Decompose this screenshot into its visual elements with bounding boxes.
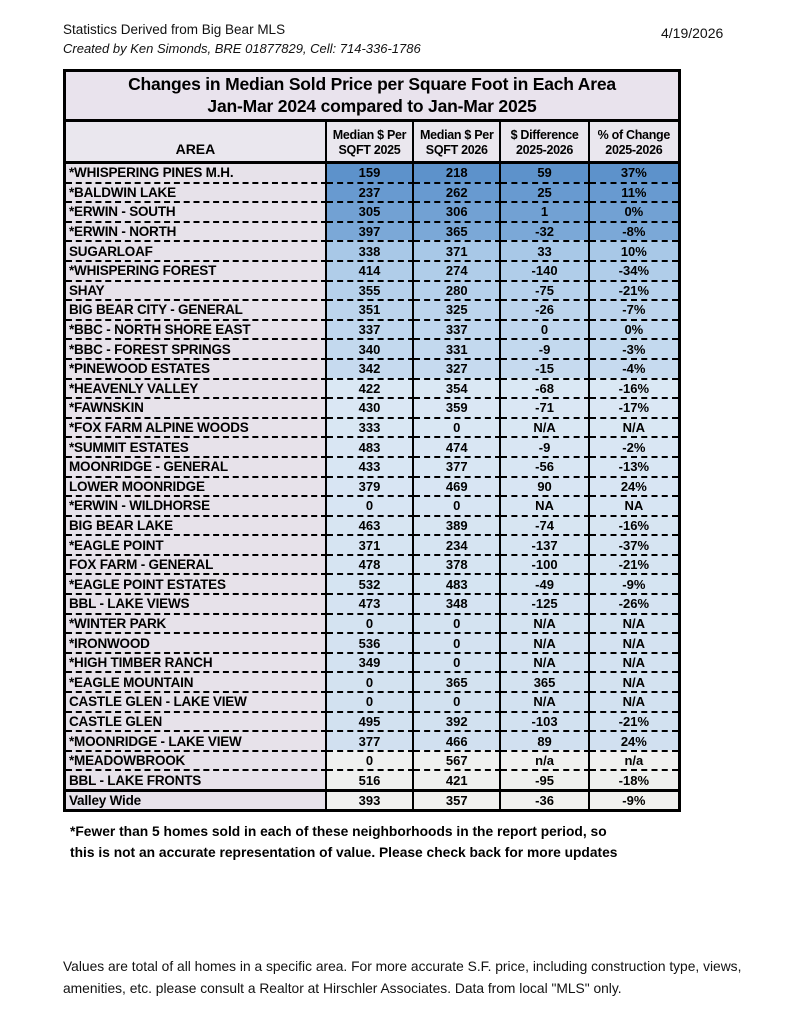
- difference-cell: -68: [501, 378, 589, 398]
- table-row: [66, 632, 678, 652]
- table-row: [66, 260, 678, 280]
- pct-change-cell: 0%: [590, 319, 678, 339]
- pct-change-cell: -13%: [590, 456, 678, 476]
- difference-cell: -140: [501, 260, 589, 280]
- table-row: [66, 201, 678, 221]
- source-line: Statistics Derived from Big Bear MLS: [63, 22, 286, 37]
- footnote-line1: *Fewer than 5 homes sold in each of these neighborhoods in the report period, so: [70, 824, 607, 839]
- area-cell: *ERWIN - NORTH: [66, 221, 327, 241]
- difference-cell: N/A: [501, 691, 589, 711]
- sqft-2025-cell: 473: [327, 593, 414, 613]
- pct-change-cell: -37%: [590, 534, 678, 554]
- pct-change-cell: N/A: [590, 652, 678, 672]
- area-cell: *BBC - FOREST SPRINGS: [66, 338, 327, 358]
- difference-cell: -26: [501, 299, 589, 319]
- footnote-line2: this is not an accurate representation of value. Please check back for more updates: [70, 845, 618, 860]
- difference-cell: -15: [501, 358, 589, 378]
- sqft-2026-cell: 469: [414, 476, 501, 496]
- sqft-2025-cell: 397: [327, 221, 414, 241]
- table-row: [66, 769, 678, 789]
- sqft-2025-cell: 532: [327, 573, 414, 593]
- table-row: [66, 476, 678, 496]
- sqft-2025-cell: 478: [327, 554, 414, 574]
- pct-change-cell: NA: [590, 495, 678, 515]
- table-row: [66, 730, 678, 750]
- sqft-2025-cell: 351: [327, 299, 414, 319]
- area-cell: Valley Wide: [66, 789, 327, 809]
- difference-cell: -9: [501, 338, 589, 358]
- table-row: [66, 417, 678, 437]
- area-cell: CASTLE GLEN - LAKE VIEW: [66, 691, 327, 711]
- sqft-2026-cell: 378: [414, 554, 501, 574]
- table-row: [66, 299, 678, 319]
- difference-cell: N/A: [501, 652, 589, 672]
- area-cell: *PINEWOOD ESTATES: [66, 358, 327, 378]
- sqft-2025-cell: 430: [327, 397, 414, 417]
- pct-change-cell: -7%: [590, 299, 678, 319]
- sqft-2025-cell: 371: [327, 534, 414, 554]
- table-row: [66, 358, 678, 378]
- area-cell: *WINTER PARK: [66, 613, 327, 633]
- table-row: [66, 711, 678, 731]
- area-cell: LOWER MOONRIDGE: [66, 476, 327, 496]
- area-cell: *WHISPERING PINES M.H.: [66, 164, 327, 182]
- table-row: [66, 515, 678, 535]
- sqft-2026-cell: 0: [414, 632, 501, 652]
- sqft-2025-cell: 483: [327, 436, 414, 456]
- sqft-2026-cell: 421: [414, 769, 501, 789]
- sqft-2025-cell: 379: [327, 476, 414, 496]
- area-cell: *EAGLE MOUNTAIN: [66, 671, 327, 691]
- difference-cell: N/A: [501, 613, 589, 633]
- sqft-2026-cell: 262: [414, 182, 501, 202]
- table-row: [66, 593, 678, 613]
- difference-cell: -9: [501, 436, 589, 456]
- area-cell: *ERWIN - SOUTH: [66, 201, 327, 221]
- difference-cell: -49: [501, 573, 589, 593]
- table-row: [66, 221, 678, 241]
- table-row: [66, 436, 678, 456]
- sqft-2026-cell: 331: [414, 338, 501, 358]
- column-header-sqft-2025: Median $ Per SQFT 2025: [327, 122, 414, 164]
- pct-change-cell: -34%: [590, 260, 678, 280]
- table-row: [66, 456, 678, 476]
- pct-change-cell: -9%: [590, 789, 678, 809]
- difference-cell: -71: [501, 397, 589, 417]
- sqft-2026-cell: 306: [414, 201, 501, 221]
- sqft-2025-cell: 422: [327, 378, 414, 398]
- area-cell: *EAGLE POINT: [66, 534, 327, 554]
- area-cell: *HEAVENLY VALLEY: [66, 378, 327, 398]
- table-body: [66, 164, 678, 809]
- area-cell: BIG BEAR CITY - GENERAL: [66, 299, 327, 319]
- pct-change-cell: 0%: [590, 201, 678, 221]
- area-cell: *BALDWIN LAKE: [66, 182, 327, 202]
- sqft-2026-cell: 567: [414, 750, 501, 770]
- sqft-2026-cell: 0: [414, 613, 501, 633]
- table-row: [66, 573, 678, 593]
- pct-change-cell: N/A: [590, 613, 678, 633]
- pct-change-cell: N/A: [590, 417, 678, 437]
- pct-change-cell: -16%: [590, 515, 678, 535]
- table-row: [66, 182, 678, 202]
- column-header-difference: $ Difference 2025-2026: [501, 122, 589, 164]
- area-cell: *IRONWOOD: [66, 632, 327, 652]
- difference-cell: 59: [501, 164, 589, 182]
- footer-note-line2: amenities, etc. please consult a Realtor at Hirschler Associates. Data from local "MLS" only.: [63, 981, 622, 996]
- difference-cell: N/A: [501, 417, 589, 437]
- pct-change-cell: -21%: [590, 280, 678, 300]
- pct-change-cell: n/a: [590, 750, 678, 770]
- sqft-2025-cell: 337: [327, 319, 414, 339]
- difference-cell: -137: [501, 534, 589, 554]
- table-row: [66, 534, 678, 554]
- pct-change-cell: -21%: [590, 554, 678, 574]
- difference-cell: -100: [501, 554, 589, 574]
- difference-cell: N/A: [501, 632, 589, 652]
- sqft-2025-cell: 0: [327, 613, 414, 633]
- sqft-2025-cell: 516: [327, 769, 414, 789]
- table-row: [66, 671, 678, 691]
- table-title-line2: Jan-Mar 2024 compared to Jan-Mar 2025: [207, 95, 537, 116]
- sqft-2026-cell: 365: [414, 221, 501, 241]
- difference-cell: -75: [501, 280, 589, 300]
- difference-cell: 1: [501, 201, 589, 221]
- pct-change-cell: 11%: [590, 182, 678, 202]
- sqft-2026-cell: 218: [414, 164, 501, 182]
- sqft-2025-cell: 393: [327, 789, 414, 809]
- data-table: [66, 122, 678, 809]
- sqft-2026-cell: 389: [414, 515, 501, 535]
- sqft-2025-cell: 536: [327, 632, 414, 652]
- difference-cell: -95: [501, 769, 589, 789]
- area-cell: *MOONRIDGE - LAKE VIEW: [66, 730, 327, 750]
- area-cell: *FOX FARM ALPINE WOODS: [66, 417, 327, 437]
- sqft-2025-cell: 0: [327, 750, 414, 770]
- pct-change-cell: -21%: [590, 711, 678, 731]
- table-row: [66, 554, 678, 574]
- sqft-2025-cell: 0: [327, 671, 414, 691]
- sqft-2026-cell: 466: [414, 730, 501, 750]
- difference-cell: -103: [501, 711, 589, 731]
- pct-change-cell: -26%: [590, 593, 678, 613]
- pct-change-cell: 10%: [590, 240, 678, 260]
- sqft-2026-cell: 392: [414, 711, 501, 731]
- sqft-2026-cell: 327: [414, 358, 501, 378]
- header-row: [66, 122, 678, 164]
- area-cell: SUGARLOAF: [66, 240, 327, 260]
- difference-cell: -74: [501, 515, 589, 535]
- pct-change-cell: -8%: [590, 221, 678, 241]
- sqft-2025-cell: 463: [327, 515, 414, 535]
- area-cell: BBL - LAKE FRONTS: [66, 769, 327, 789]
- difference-cell: -125: [501, 593, 589, 613]
- sqft-2025-cell: 0: [327, 495, 414, 515]
- sqft-2026-cell: 337: [414, 319, 501, 339]
- sqft-2025-cell: 340: [327, 338, 414, 358]
- report-date: 4/19/2026: [661, 25, 724, 41]
- difference-cell: 89: [501, 730, 589, 750]
- sqft-2026-cell: 354: [414, 378, 501, 398]
- sqft-2025-cell: 342: [327, 358, 414, 378]
- table-title: [66, 72, 678, 122]
- table-row: [66, 397, 678, 417]
- table-row: [66, 378, 678, 398]
- area-cell: *MEADOWBROOK: [66, 750, 327, 770]
- area-cell: FOX FARM - GENERAL: [66, 554, 327, 574]
- footnote: [70, 821, 617, 863]
- table-row: [66, 750, 678, 770]
- table-row: [66, 240, 678, 260]
- difference-cell: -32: [501, 221, 589, 241]
- sqft-2025-cell: 237: [327, 182, 414, 202]
- sqft-2026-cell: 348: [414, 593, 501, 613]
- sqft-2026-cell: 359: [414, 397, 501, 417]
- area-cell: *FAWNSKIN: [66, 397, 327, 417]
- pct-change-cell: N/A: [590, 691, 678, 711]
- area-cell: *ERWIN - WILDHORSE: [66, 495, 327, 515]
- pct-change-cell: 37%: [590, 164, 678, 182]
- sqft-2026-cell: 483: [414, 573, 501, 593]
- sqft-2026-cell: 474: [414, 436, 501, 456]
- area-cell: *HIGH TIMBER RANCH: [66, 652, 327, 672]
- sqft-2026-cell: 234: [414, 534, 501, 554]
- credit-line: Created by Ken Simonds, BRE 01877829, Cell: 714-336-1786: [63, 41, 421, 56]
- difference-cell: 365: [501, 671, 589, 691]
- table-row: [66, 319, 678, 339]
- difference-cell: 25: [501, 182, 589, 202]
- table-row: [66, 280, 678, 300]
- column-header-pct-change: % of Change 2025-2026: [590, 122, 678, 164]
- sqft-2025-cell: 159: [327, 164, 414, 182]
- area-cell: *BBC - NORTH SHORE EAST: [66, 319, 327, 339]
- difference-cell: n/a: [501, 750, 589, 770]
- footer-note: [63, 956, 741, 1000]
- sqft-2025-cell: 305: [327, 201, 414, 221]
- sqft-2026-cell: 0: [414, 652, 501, 672]
- pct-change-cell: -16%: [590, 378, 678, 398]
- sqft-2025-cell: 433: [327, 456, 414, 476]
- pct-change-cell: -4%: [590, 358, 678, 378]
- price-change-table: [63, 69, 681, 812]
- difference-cell: -36: [501, 789, 589, 809]
- area-cell: MOONRIDGE - GENERAL: [66, 456, 327, 476]
- difference-cell: NA: [501, 495, 589, 515]
- pct-change-cell: N/A: [590, 632, 678, 652]
- pct-change-cell: N/A: [590, 671, 678, 691]
- sqft-2025-cell: 414: [327, 260, 414, 280]
- footer-note-line1: Values are total of all homes in a specific area. For more accurate S.F. price, including construction type, views,: [63, 959, 742, 974]
- sqft-2025-cell: 355: [327, 280, 414, 300]
- table-row: [66, 338, 678, 358]
- pct-change-cell: -18%: [590, 769, 678, 789]
- sqft-2025-cell: 338: [327, 240, 414, 260]
- sqft-2025-cell: 349: [327, 652, 414, 672]
- table-row: [66, 652, 678, 672]
- pct-change-cell: 24%: [590, 476, 678, 496]
- pct-change-cell: 24%: [590, 730, 678, 750]
- sqft-2026-cell: 0: [414, 495, 501, 515]
- pct-change-cell: -17%: [590, 397, 678, 417]
- pct-change-cell: -3%: [590, 338, 678, 358]
- table-row: [66, 164, 678, 182]
- area-cell: *EAGLE POINT ESTATES: [66, 573, 327, 593]
- table-row: [66, 613, 678, 633]
- difference-cell: 0: [501, 319, 589, 339]
- area-cell: SHAY: [66, 280, 327, 300]
- difference-cell: 33: [501, 240, 589, 260]
- pct-change-cell: -2%: [590, 436, 678, 456]
- sqft-2026-cell: 377: [414, 456, 501, 476]
- difference-cell: -56: [501, 456, 589, 476]
- area-cell: *SUMMIT ESTATES: [66, 436, 327, 456]
- area-cell: *WHISPERING FOREST: [66, 260, 327, 280]
- table-row: [66, 691, 678, 711]
- sqft-2025-cell: 333: [327, 417, 414, 437]
- pct-change-cell: -9%: [590, 573, 678, 593]
- sqft-2026-cell: 371: [414, 240, 501, 260]
- sqft-2025-cell: 0: [327, 691, 414, 711]
- sqft-2025-cell: 377: [327, 730, 414, 750]
- table-row: [66, 789, 678, 809]
- column-header-sqft-2026: Median $ Per SQFT 2026: [414, 122, 501, 164]
- difference-cell: 90: [501, 476, 589, 496]
- table-title-line1: Changes in Median Sold Price per Square Foot in Each Area: [128, 74, 616, 94]
- sqft-2026-cell: 274: [414, 260, 501, 280]
- sqft-2026-cell: 365: [414, 671, 501, 691]
- column-header-area: AREA: [66, 122, 327, 164]
- sqft-2025-cell: 495: [327, 711, 414, 731]
- sqft-2026-cell: 0: [414, 417, 501, 437]
- sqft-2026-cell: 0: [414, 691, 501, 711]
- area-cell: BIG BEAR LAKE: [66, 515, 327, 535]
- table-row: [66, 495, 678, 515]
- sqft-2026-cell: 325: [414, 299, 501, 319]
- area-cell: CASTLE GLEN: [66, 711, 327, 731]
- sqft-2026-cell: 280: [414, 280, 501, 300]
- sqft-2026-cell: 357: [414, 789, 501, 809]
- area-cell: BBL - LAKE VIEWS: [66, 593, 327, 613]
